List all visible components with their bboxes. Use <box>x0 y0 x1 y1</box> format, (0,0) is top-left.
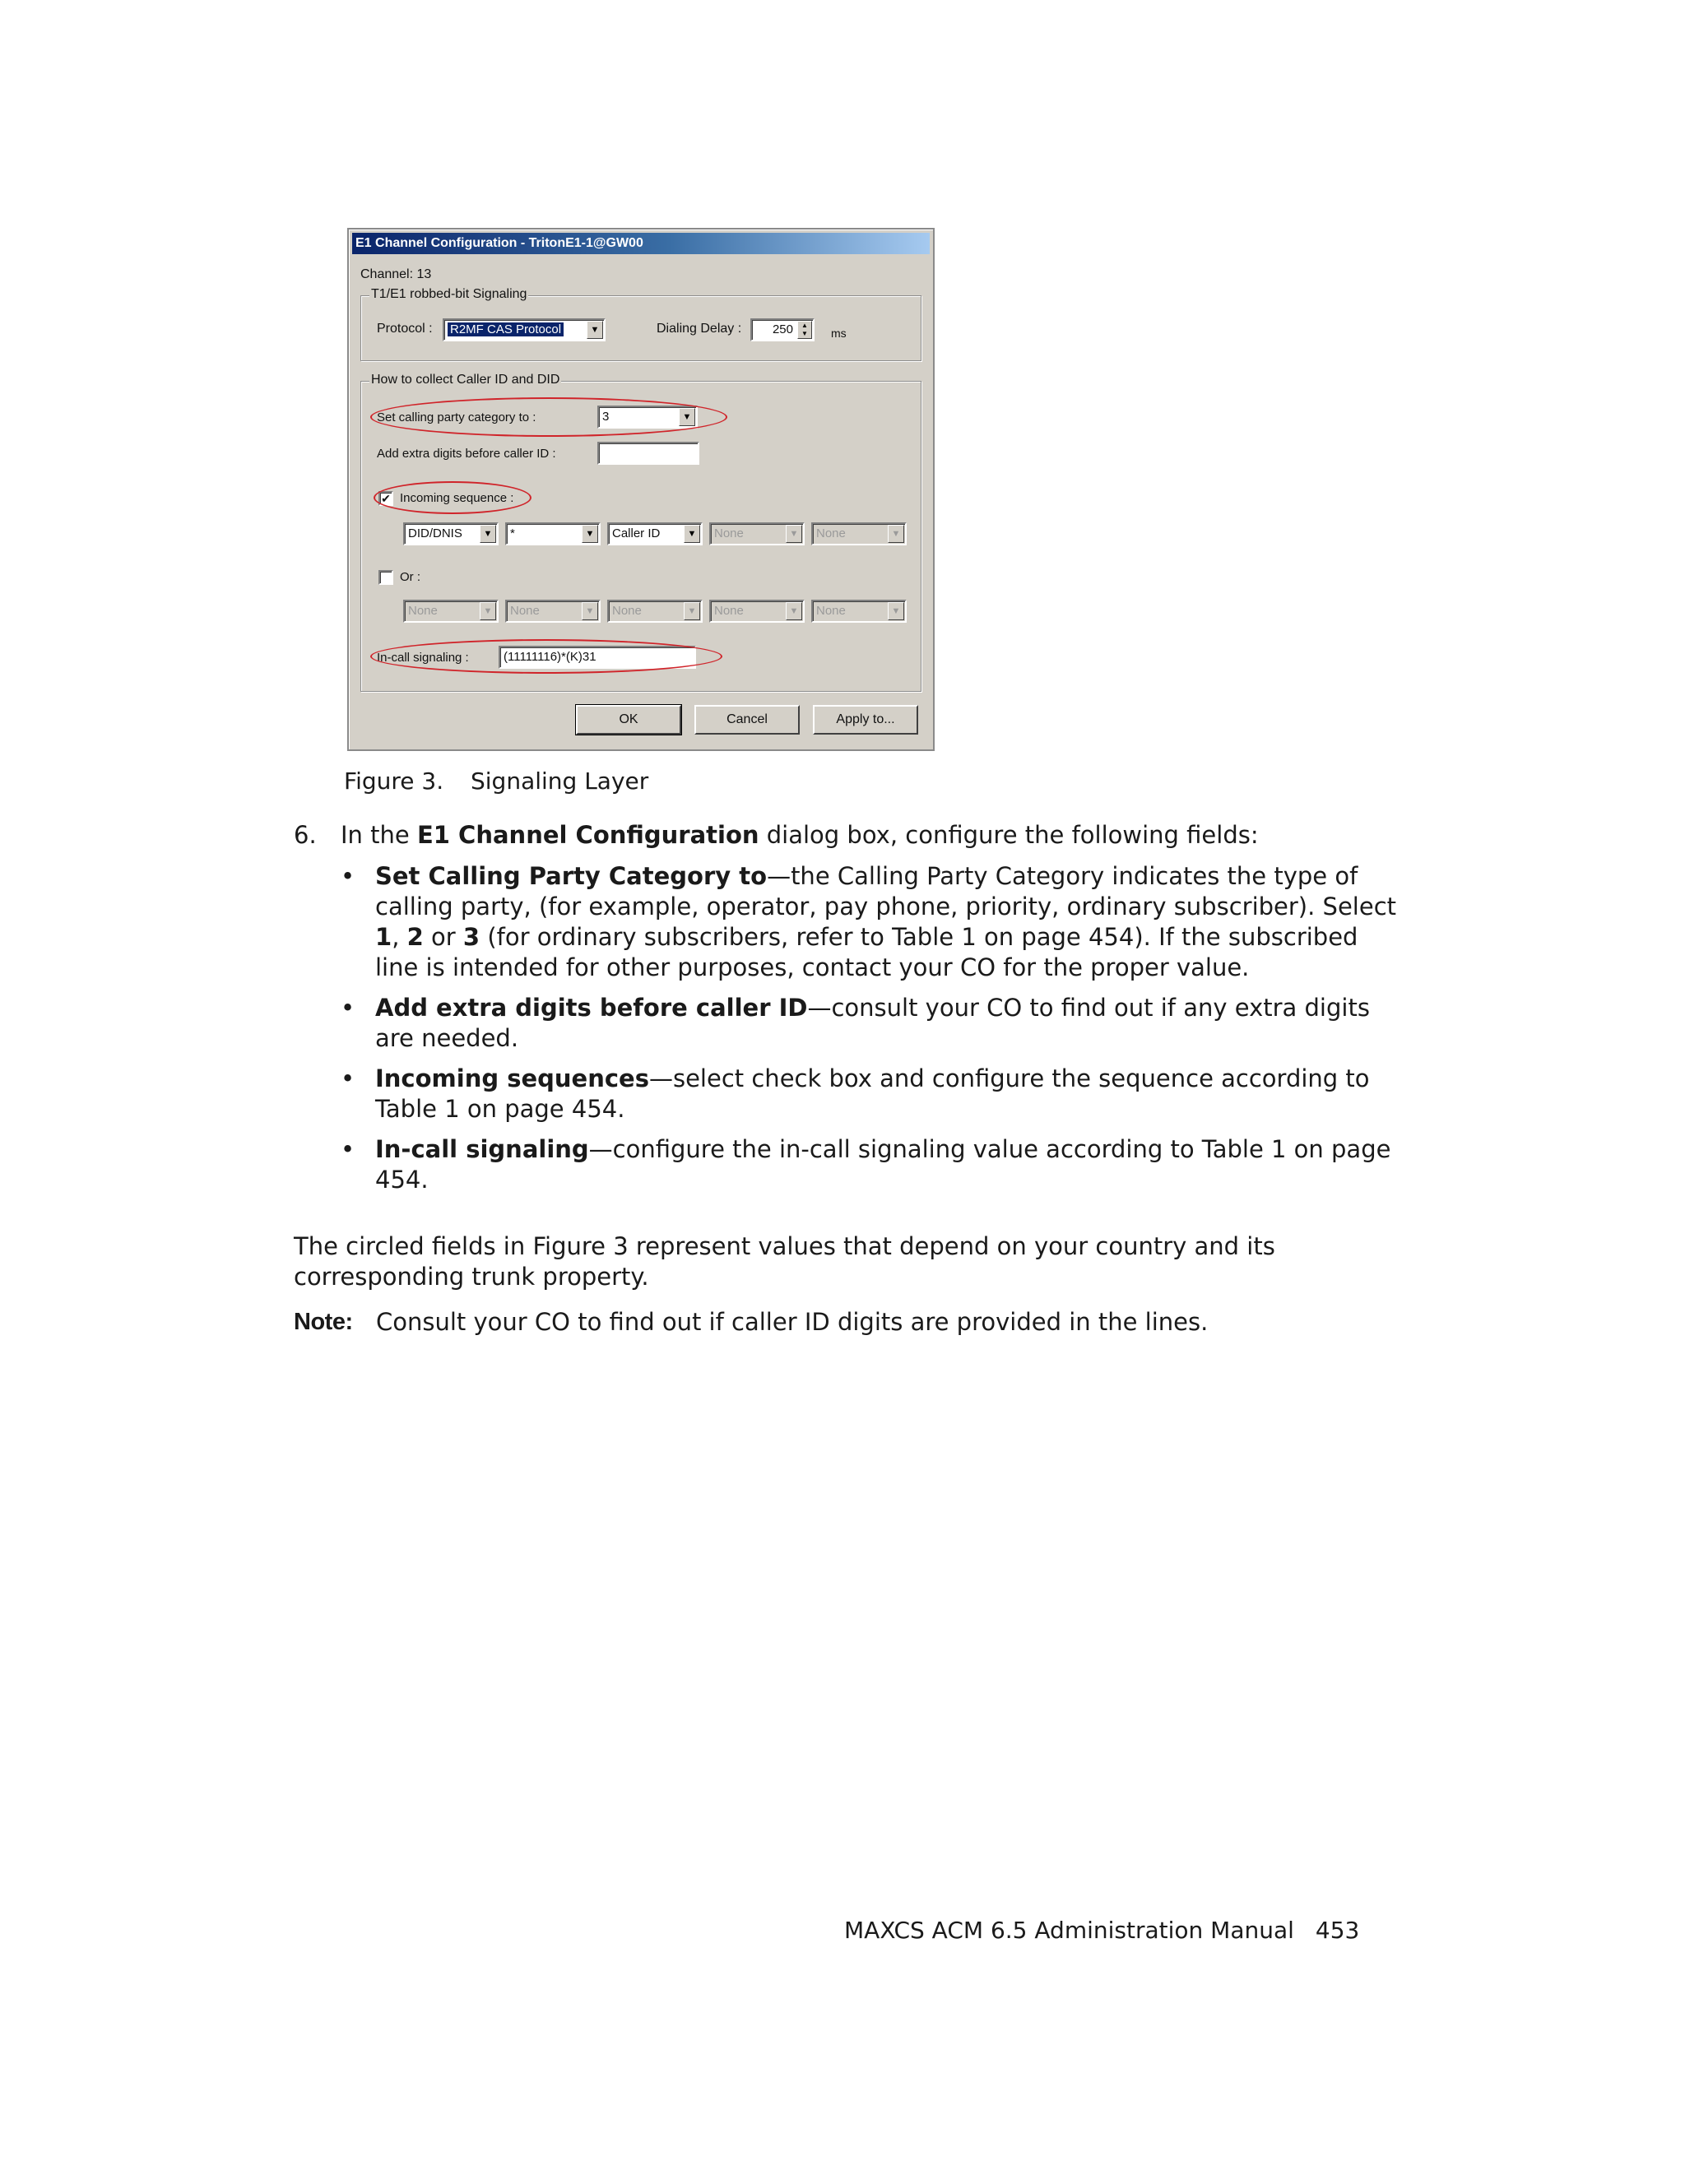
incoming-seq-select-5 <box>811 522 907 545</box>
list-item <box>341 1134 1402 1195</box>
or-seq-select-4 <box>709 600 805 623</box>
protocol-select[interactable] <box>443 318 606 341</box>
calling-category-dropdown-arrow-icon[interactable]: ▼ <box>679 408 695 426</box>
or-seq-value-2: None <box>510 604 540 618</box>
calling-category-select[interactable] <box>597 406 698 429</box>
incoming-seq-value-4: None <box>714 526 744 540</box>
bullet-term: Add extra digits before caller ID <box>375 994 808 1022</box>
figure-title: Signaling Layer <box>471 767 649 795</box>
bullet-term: In-call signaling <box>375 1135 589 1163</box>
manual-title: MAXCS ACM 6.5 Administration Manual <box>844 1917 1294 1944</box>
bullet-text: —configure the in-call signaling value according to Table 1 on page 454. <box>375 1135 1391 1194</box>
bullet-text: or <box>423 923 463 951</box>
note-label: Note: <box>294 1309 353 1335</box>
incoming-seq-value-1: DID/DNIS <box>408 526 462 540</box>
list-item <box>341 861 1402 983</box>
incoming-sequence-checkbox[interactable] <box>378 491 393 506</box>
extra-digits-input[interactable] <box>597 442 699 465</box>
step-text-bold: E1 Channel Configuration <box>416 821 759 849</box>
or-seq-select-2 <box>505 600 601 623</box>
chevron-down-icon: ▼ <box>786 602 802 620</box>
protocol-value: R2MF CAS Protocol <box>448 322 564 336</box>
cancel-button[interactable]: Cancel <box>694 705 800 735</box>
or-seq-value-1: None <box>408 604 438 618</box>
callerid-legend: How to collect Caller ID and DID <box>371 373 560 387</box>
figure-number: Figure 3. <box>344 767 444 795</box>
or-seq-value-4: None <box>714 604 744 618</box>
calling-category-label: Set calling party category to : <box>377 410 536 424</box>
incoming-seq-select-1[interactable] <box>403 522 499 545</box>
bullet-text: (for ordinary subscribers, refer to Table 1 on page 454). If the subscribed line is intended for other purposes, contact your CO for the proper value. <box>375 923 1358 981</box>
or-seq-select-3 <box>607 600 703 623</box>
bullet-term: Incoming sequences <box>375 1064 649 1092</box>
incoming-seq-select-4 <box>709 522 805 545</box>
step-text-post: dialog box, configure the following fields: <box>759 821 1259 849</box>
bullet-value: 1 <box>375 923 392 951</box>
dialog-title: E1 Channel Configuration - TritonE1-1@GW00 <box>355 236 643 250</box>
chevron-down-icon[interactable]: ▼ <box>582 525 598 543</box>
incall-signaling-value: (11111116)*(K)31 <box>504 650 596 664</box>
dialing-delay-unit: ms <box>831 327 847 340</box>
or-label: Or : <box>400 570 420 584</box>
figure-caption <box>344 766 648 796</box>
calling-category-value: 3 <box>602 410 610 424</box>
bullet-icon: • <box>341 994 355 1022</box>
bullet-text: —the Calling Party Category indicates the type of calling party, (for example, operator, pay phone, priority, ordinary subscriber). Select <box>375 862 1397 920</box>
ok-button[interactable]: OK <box>576 705 681 735</box>
body-paragraph: The circled fields in Figure 3 represent values that depend on your country and its corresponding trunk property. <box>294 1232 1275 1291</box>
chevron-down-icon: ▼ <box>888 525 904 543</box>
incoming-seq-value-5: None <box>816 526 846 540</box>
page-footer <box>844 1915 1359 1945</box>
bullet-value: 2 <box>406 923 424 951</box>
step-number: 6. <box>294 821 317 849</box>
chevron-down-icon[interactable]: ▼ <box>684 525 700 543</box>
bullet-icon: • <box>341 862 355 890</box>
dialing-delay-spinner-icon[interactable]: ▲ ▼ <box>797 321 812 339</box>
extra-digits-label: Add extra digits before caller ID : <box>377 447 556 461</box>
list-item <box>341 993 1402 1054</box>
bullet-text: —select check box and configure the sequence according to Table 1 on page 454. <box>375 1064 1370 1123</box>
incall-signaling-input[interactable] <box>499 646 696 669</box>
list-item <box>341 1064 1402 1124</box>
protocol-label: Protocol : <box>377 322 433 336</box>
bullet-text: , <box>392 923 407 951</box>
incall-signaling-label: In-call signaling : <box>377 651 469 665</box>
apply-to-button[interactable]: Apply to... <box>813 705 918 735</box>
chevron-down-icon: ▼ <box>684 602 700 620</box>
bullet-text: —consult your CO to find out if any extra digits are needed. <box>375 994 1370 1052</box>
bullet-value: 3 <box>462 923 480 951</box>
signaling-legend: T1/E1 robbed-bit Signaling <box>371 287 527 301</box>
step-text-pre: In the <box>341 821 417 849</box>
dialing-delay-label: Dialing Delay : <box>657 322 742 336</box>
dialing-delay-input[interactable] <box>750 318 815 341</box>
chevron-down-icon: ▼ <box>786 525 802 543</box>
dialing-delay-value: 250 <box>772 322 793 336</box>
incoming-seq-value-2: * <box>510 526 515 540</box>
bullet-term: Set Calling Party Category to <box>375 862 768 890</box>
step-text <box>341 820 1259 851</box>
chevron-down-icon: ▼ <box>888 602 904 620</box>
note-text: Consult your CO to find out if caller ID digits are provided in the lines. <box>376 1308 1209 1336</box>
chevron-down-icon: ▼ <box>480 602 496 620</box>
incoming-sequence-label: Incoming sequence : <box>400 491 514 505</box>
page-number: 453 <box>1315 1917 1360 1944</box>
protocol-dropdown-arrow-icon[interactable]: ▼ <box>587 321 603 339</box>
chevron-down-icon[interactable]: ▼ <box>480 525 496 543</box>
e1-channel-configuration-dialog <box>347 228 935 751</box>
incoming-seq-select-2[interactable] <box>505 522 601 545</box>
checkmark-icon: ✔ <box>381 492 391 505</box>
bullet-icon: • <box>341 1135 355 1163</box>
or-seq-select-5 <box>811 600 907 623</box>
field-bullet-list <box>341 861 1402 1205</box>
chevron-down-icon: ▼ <box>582 602 598 620</box>
incoming-seq-value-3: Caller ID <box>612 526 661 540</box>
dialog-title-bar <box>352 233 930 254</box>
or-checkbox[interactable] <box>378 570 393 585</box>
or-seq-select-1 <box>403 600 499 623</box>
incoming-seq-select-3[interactable] <box>607 522 703 545</box>
channel-label: Channel: 13 <box>360 267 432 281</box>
or-seq-value-3: None <box>612 604 642 618</box>
bullet-icon: • <box>341 1064 355 1092</box>
or-seq-value-5: None <box>816 604 846 618</box>
